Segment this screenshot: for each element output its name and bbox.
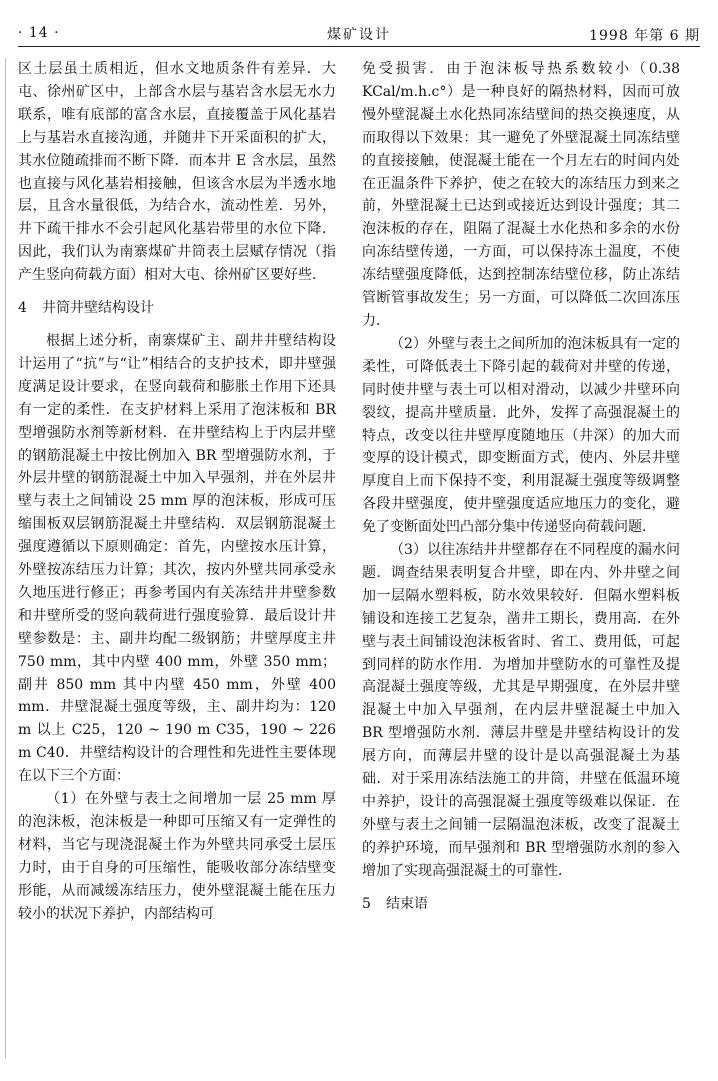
paragraph-point-1: （1）在外壁与表土之间增加一层 25 mm 厚的泡沫板，泡沫板是一种即可压缩又有一定弹性的材料，当它与现浇混凝土作为外壁共同承受土层压力时，由于自身的可压缩性，能吸收部分冻结壁变形能，从而减缓冻结压力，使外壁混凝土能在压力较小的状况下养护，内部结构可 xyxy=(18,791,336,922)
paragraph-point-1-continued: 免受损害．由于泡沫板导热系数较小（0.38 KCal/m.h.c°）是一种良好的隔热材料，因而可放慢外壁混凝土水化热同冻结壁间的热交换速度，从而取得以下效果：其一避免了外壁混凝土同冻结壁的直接接触，使混凝土能在一个月左右的时间内处在正温条件下养护，使之在较大的冻结压力到来之前，外壁混凝土已达到或接近达到设计强度；其二泡沫板的存在，阻隔了混凝土水化热和多余的水份向冻结壁传递，一方面，可以保持冻土温度，不使冻结壁强度降低，达到控制冻结壁位移，防止冻结管断管事故发生；另一方面，可以降低二次回冻压力． xyxy=(362,61,680,329)
paragraph-continued: 区土层虽土质相近，但水文地质条件有差异．大屯、徐州矿区中，上部含水层与基岩含水层无水力联系，唯有底部的富含水层，直接覆盖于风化基岩上与基岩水直接沟通，并随井下开采面积的扩大，其水位随疏排而不断下降．而本井 E 含水层，虽然也直接与风化基岩相接触，但该含水层为半透水地层，且含水量很低，为结合水，流动性差．另外，井下疏干排水不会引起风化基岩带里的水位下降．因此，我们认为南寨煤矿井筒表土层赋存情况（指产生竖向荷载方面）相对大屯、徐州矿区要好些． xyxy=(18,61,336,284)
scan-edge-line xyxy=(5,58,6,1058)
section-number: 5 xyxy=(362,895,371,912)
paragraph-point-2: （2）外壁与表土之间所加的泡沫板具有一定的柔性，可降低表土下降引起的载荷对井壁的传递，同时使井壁与表土可以相对滑动，以减少井壁环向裂纹，提高井壁质量．此外，发挥了高强混凝土的特点，改变以往井壁厚度随地压（井深）的加大而变厚的设计模式，即变断面方式，使内、外层井壁厚度自上而下保持不变，利用混凝土强度等级调整各段井壁强度，使井壁强度适应地压力的变化，避免了变断面处凹凸部分集中传递竖向荷载问题． xyxy=(362,335,680,536)
section-heading-5 xyxy=(362,893,680,916)
paragraph-point-3: （3）以往冻结井井壁都存在不同程度的漏水问题．调查结果表明复合井壁，即在内、外井壁之间加一层隔水塑料板，防水效果较好．但隔水塑料板铺设和连接工艺复杂，凿井工期长，费用高．在外壁与表土间铺设泡沫板省时、省工、费用低，可起到同样的防水作用．为增加井壁防水的可靠性及提高混凝土强度等级，尤其是早期强度，在外层井壁混凝土中加入早强剂，在内层井壁混凝土中加入 BR 型增强防水剂．薄层井壁是井壁结构设计的发展方向，而薄层井壁的设计是以高强混凝土为基础．对于采用冻结法施工的井筒，井壁在低温环境中养护，设计的高强混凝土强度等级难以保证．在外壁与表土之间铺一层隔温泡沫板，改变了混凝土的养护环境，而早强剂和 BR 型增强防水剂的参入增加了实现高强混凝土的可靠性． xyxy=(362,542,680,879)
section-heading-4 xyxy=(18,297,336,320)
paragraph-design: 根据上述分析，南寨煤矿主、副井井壁结构设计运用了“抗”与“让”相结合的支护技术，即井壁强度满足设计要求，在竖向载荷和膨胀土作用下还具有一定的柔性．在支护材料上采用了泡沫板和 BR 型增强防水剂等新材料．在井壁结构上于内层井壁的钢筋混凝土中按比例加入 BR 型增强防水剂，于外层井壁的钢筋混凝土中加入早强剂，并在外层井壁与表土之间铺设 25 mm 厚的泡沫板，形成可压缩围板双层钢筋混凝土井壁结构．双层钢筋混凝土强度遵循以下原则确定：首先，内壁按水压计算，外壁按冻结压力计算；其次，按内外壁共同承受永久地压进行修正；再参考国内有关冻结井井壁参数和井壁所受的竖向载荷进行强度验算．最后设计井壁参数是：主、副井均配二级钢筋；井壁厚度主井 750 mm，其中内壁 400 mm，外壁 350 mm；副井 850 mm 其中内壁 450 mm，外壁 400 mm．井壁混凝土强度等级，主、副井均为：120 m 以上 C25，120 ~ 190 m C35，190 ~ 226 m C40．井壁结构设计的合理性和先进性主要体现在以下三个方面： xyxy=(18,332,336,785)
issue-label: 1998 年第 6 期 xyxy=(589,28,700,44)
journal-title: 煤矿设计 xyxy=(327,27,391,43)
right-column xyxy=(362,58,680,926)
page-header xyxy=(18,22,700,47)
section-title: 井筒井壁结构设计 xyxy=(42,300,154,317)
page-number: · 14 · xyxy=(18,25,60,41)
left-column xyxy=(18,58,336,926)
section-title: 结束语 xyxy=(386,895,428,912)
section-number: 4 xyxy=(18,300,27,317)
